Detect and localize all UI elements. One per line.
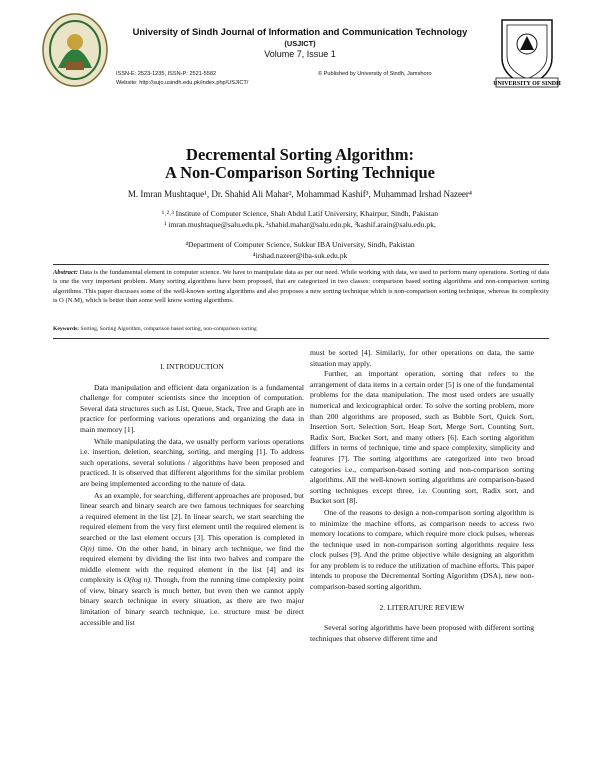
university-seal-right [492,10,562,92]
paragraph: One of the reasons to design a non-comparison sorting algorithm is to minimize the machine efforts, as comparison needs to access two memory locations to compare, which require more clock pulses, whereas the technique used in non-comparison sorting algorithms require less clock pulses [9]. And the prime objective while designing an algorithm for any problem is to reduce the utilization of machine efforts. This paper intends to propose the Decremental Sorting Algorithm (DSA), new non-comparison-based sorting algorithm. [310,507,534,592]
journal-abbreviation: (USJICT) [284,39,316,48]
publisher: © Published by University of Sindh, Jamshoro [318,71,432,77]
abstract [53,268,549,306]
paragraph: Data manipulation and efficient data organization is a fundamental challenge for computer scientists since the inception of computation. Several data structures such as List, Queue, Stack, Tree and Graph are in practice for performing various operations and organizing the data in main memory [1]. [80,382,304,434]
section-heading-introduction: I. INTRODUCTION [160,362,224,371]
journal-volume: Volume 7, Issue 1 [264,49,336,59]
svg-text:UNIVERSITY OF SINDH: UNIVERSITY OF SINDH [493,81,561,87]
issn: ISSN-E: 2523-1235, ISSN-P: 2521-5582 [116,71,217,77]
abstract-label: Abstract: [53,269,78,276]
journal-logo-left [40,10,110,92]
affiliation-2-email: ⁴irshad.nazeer@iba-suk.edu.pk [252,251,348,260]
paragraph: Further, an important operation, sorting that refers to the arrangement of data items in a certain order [5] is one of the fundamental problems for the data manipulation. The most used orders are usually numerical and lexicographical order. To solve the sorting problem, more than 200 algorithms are proposed, such as Bubble Sort, Quick Sort, Insertion Sort, Selection Sort, Heap Sort, Merge Sort, Counting Sort, Radix Sort, Bucket Sort, and many others [6]. Each sorting algorithm differs in terms of technique, time and space complexity, simplicity and features [7]. The sorting algorithms are categorized into two broad categories i.e., comparison-based sorting and non-comparison sorting algorithms. All the well-known sorting algorithms are comparison-based sorting techniques except three, i.e. Counting sort, Radix sort, and Bucket sort [8]. [310,369,534,506]
journal-title: University of Sindh Journal of Information and Communication Technology [132,26,468,37]
section-heading-literature-review: 2. LITERATURE REVIEW [379,602,465,612]
affiliation-2: ⁴Department of Computer Science, Sukkur IBA University, Sindh, Pakistan [185,240,415,249]
paper-title [60,146,540,182]
paragraph: While manipulating the data, we usually perform various operations i.e. insertion, deletion, searching, sorting, and merging [1]. To address such operations, several solutions / algorithms have been proposed and practiced. It is observed that different algorithms for the similar problem are being implemented according to the nature of data. [80,436,304,488]
paragraph: As an example, for searching, different approaches are proposed, but linear search and binary search are two famous techniques for searching a required element in the list [2]. In linear search, we start searching the required element from the very first element until the required element is searched or the last element occurs [3]. This operation is completed in O(n) time. On the other hand, in binary arch technique, we find the required element by dividing the list into two halves and compare the middle element with the required element in the list [4] and its complexity is O(log n). Though, from the running time complexity point of view, binary search is much better, but even then we cannot apply binary search technique in every situation, as there are two major limitation of binary search technique, i.e. structure must be direct accessible and list [80,490,304,627]
website: Website: http://sujo.usindh.edu.pk/index.php/USJICT/ [116,80,249,86]
author-list: M. Imran Mushtaque¹, Dr. Shahid Ali Mahar², Mohammad Kashif³, Muhammad Irshad Nazeer⁴ [127,189,473,199]
affiliation-1: ¹˒²˒³ Institute of Computer Science, Shah Abdul Latif University, Khairpur, Sindh, Pakistan [161,209,439,218]
journal-header [0,0,600,100]
left-column [80,362,304,629]
keywords-text: Sorting, Sorting Algorithm, comparison based sorting, non-comparison sorting [79,326,257,332]
paragraph: Several soring algorithms have been proposed with different sorting techniques that observe different time and [310,623,534,643]
keywords-label: Keywords: [53,326,80,332]
affiliation-emails: ¹ imran.mushtaque@salu.edu.pk, ²shahid.mahar@salu.edu.pk, ³kashif.arain@salu.edu.pk, [164,220,436,229]
divider-bottom [53,338,549,339]
keywords [53,326,549,332]
divider-top [53,264,549,265]
right-column [310,348,534,645]
paper-title-line2: A Non-Comparison Sorting Technique [164,163,436,182]
paper-title-line1: Decremental Sorting Algorithm: [186,145,414,164]
paragraph-continued: must be sorted [4]. Similarly, for other operations on data, the same situation may apply. [310,348,534,368]
abstract-text: Data is the fundamental element in computer science. We have to manipulate data as per our need. While working with data, we used to perform many operations. Sorting of data is one the very important problem. Many sorting algorithms have been proposed, that are categorized in two classes: comparison based sorting algorithms and non-comparison sorting algorithms. This paper discusses some of the well-known sorting algorithms and also proposes a new sorting technique which is non-comparison sorting technique, whereas its complexity is O (N.M), which is better than some well know sorting algorithms. [53,269,549,305]
